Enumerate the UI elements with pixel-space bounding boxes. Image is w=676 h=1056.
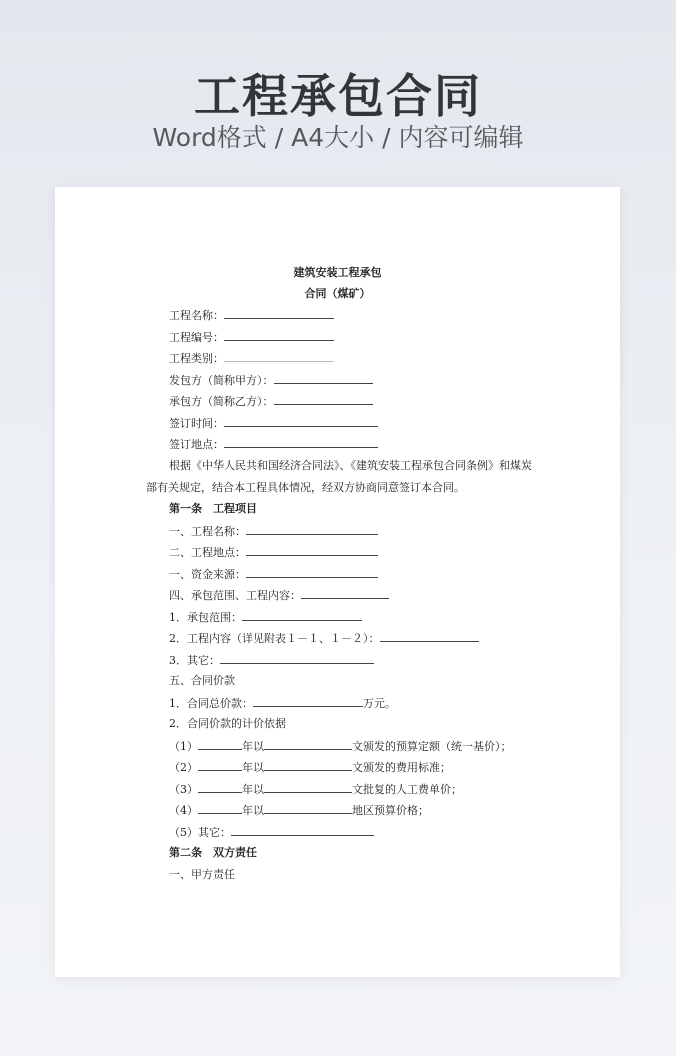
- blank-line: [264, 782, 352, 793]
- basis-item: （3） 年以 文批复的人工费单价；: [169, 783, 462, 796]
- blank-line: [198, 803, 242, 814]
- field-project-number: 工程编号：: [169, 330, 334, 345]
- blank-line: [198, 782, 242, 793]
- blank-line: [274, 394, 373, 405]
- field-project-name: 工程名称：: [169, 308, 334, 323]
- article1-item: 一、资金来源：: [169, 567, 378, 582]
- blank-line: [198, 739, 242, 750]
- article1-item: 2．工程内容（详见附表１－１、１－２）：: [169, 631, 479, 646]
- blank-line: [264, 803, 352, 814]
- blank-line: [274, 373, 373, 384]
- basis-item: （4） 年以 地区预算价格；: [169, 804, 429, 817]
- blank-line: [224, 416, 378, 427]
- article1-item: 四、承包范围、工程内容：: [169, 588, 389, 603]
- field-party-b: 承包方（简称乙方）：: [169, 394, 373, 409]
- field-sign-time: 签订时间：: [169, 416, 378, 431]
- blank-line: [264, 739, 352, 750]
- field-project-category: 工程类别：: [169, 351, 334, 366]
- blank-line: [224, 351, 334, 362]
- field-party-a: 发包方（简称甲方）：: [169, 373, 373, 388]
- section5-heading: 五、合同价款: [169, 674, 235, 687]
- article1-item: 3．其它：: [169, 653, 374, 668]
- blank-line: [253, 696, 363, 707]
- document-page: [55, 187, 620, 977]
- basis-heading: 2．合同价款的计价依据: [169, 717, 286, 730]
- blank-line: [246, 545, 378, 556]
- blank-line: [242, 610, 362, 621]
- field-sign-place: 签订地点：: [169, 437, 378, 452]
- blank-line: [246, 567, 378, 578]
- article2-heading: 第二条 双方责任: [169, 846, 257, 859]
- blank-line: [301, 588, 389, 599]
- article1-item: 二、工程地点：: [169, 545, 378, 560]
- preamble-line2: 部有关规定，结合本工程具体情况，经双方协商同意签订本合同。: [146, 481, 465, 494]
- blank-line: [220, 653, 374, 664]
- blank-line: [246, 524, 378, 535]
- article1-item: 一、工程名称：: [169, 524, 378, 539]
- blank-line: [380, 631, 479, 642]
- basis-item: （1） 年以 文颁发的预算定额（统一基价）；: [169, 740, 512, 753]
- party-a-heading: 一、甲方责任: [169, 868, 235, 881]
- article1-heading: 第一条 工程项目: [169, 502, 257, 515]
- blank-line: [264, 760, 352, 771]
- blank-line: [198, 760, 242, 771]
- hero-subtitle: Word格式 / A4大小 / 内容可编辑: [152, 123, 524, 152]
- other-item: （5）其它：: [169, 825, 374, 840]
- blank-line: [224, 330, 334, 341]
- total-price-line: 1．合同总价款： 万元。: [169, 697, 396, 710]
- doc-title-line1: 建筑安装工程承包: [293, 266, 382, 279]
- hero-title: 工程承包合同: [194, 69, 482, 123]
- doc-title-line2: 合同（煤矿）: [304, 287, 371, 300]
- blank-line: [224, 308, 334, 319]
- article1-item: 1．承包范围：: [169, 610, 362, 625]
- preamble-line1: 根据《中华人民共和国经济合同法》、《建筑安装工程承包合同条例》和煤炭: [169, 459, 532, 472]
- blank-line: [231, 825, 374, 836]
- basis-item: （2） 年以 文颁发的费用标准；: [169, 761, 451, 774]
- blank-line: [224, 437, 378, 448]
